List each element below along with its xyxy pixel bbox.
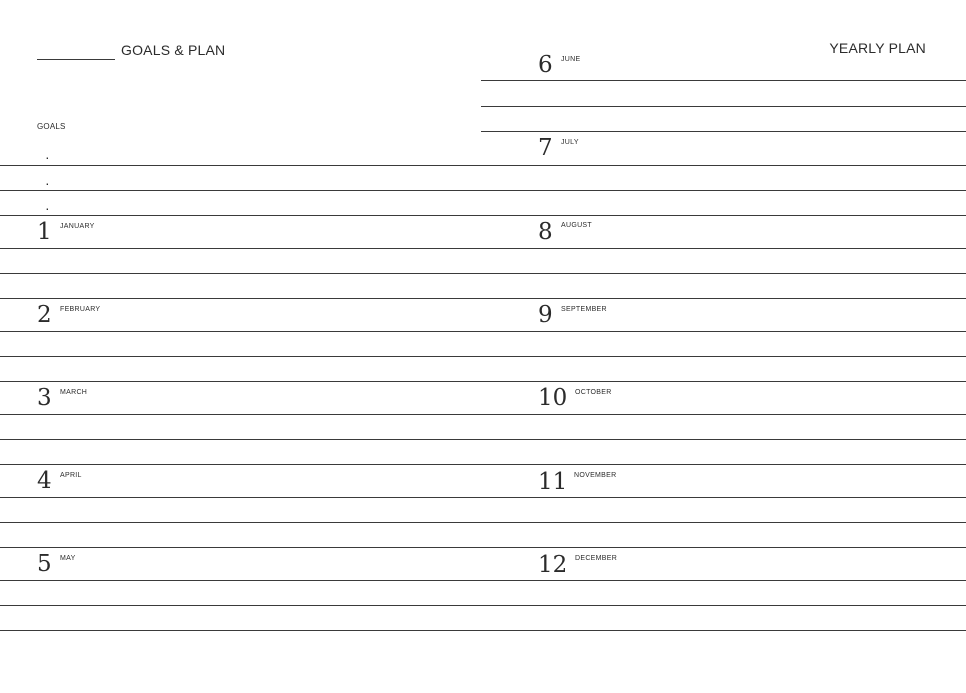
writing-line [0, 414, 483, 415]
month-number-may: 5 [37, 551, 52, 577]
month-divider-july [481, 131, 966, 132]
writing-line [481, 248, 966, 249]
page-title-yearly-plan: YEARLY PLAN [829, 40, 926, 56]
month-name-april: APRIL [60, 472, 82, 479]
month-number-december: 12 [538, 552, 568, 578]
goal-bullet-2: · [45, 175, 50, 191]
month-number-august: 8 [538, 219, 553, 245]
month-name-november: NOVEMBER [574, 472, 617, 479]
month-divider-september [481, 298, 966, 299]
month-number-january: 1 [37, 219, 52, 245]
writing-line [481, 106, 966, 107]
month-number-november: 11 [538, 469, 568, 495]
month-name-january: JANUARY [60, 223, 95, 230]
goal-bullet-3: · [45, 200, 50, 216]
writing-line [481, 630, 966, 631]
month-name-december: DECEMBER [575, 555, 618, 562]
month-divider-august [481, 215, 966, 216]
writing-line [481, 580, 966, 581]
month-divider-may [0, 547, 483, 548]
writing-line [481, 356, 966, 357]
writing-line [481, 414, 966, 415]
page-title-goals-plan: GOALS & PLAN [121, 42, 226, 58]
month-name-june: JUNE [561, 56, 581, 63]
writing-line [481, 439, 966, 440]
writing-line [481, 165, 966, 166]
title-blank-line [37, 59, 115, 60]
writing-line [0, 522, 483, 523]
writing-line [0, 273, 483, 274]
month-name-february: FEBRUARY [60, 306, 101, 313]
writing-line [0, 580, 483, 581]
writing-line [0, 331, 483, 332]
goal-line-2 [0, 190, 483, 191]
writing-line [0, 630, 483, 631]
month-divider-october [481, 381, 966, 382]
writing-line [0, 356, 483, 357]
goal-bullet-1: · [45, 149, 50, 165]
month-number-april: 4 [37, 468, 52, 494]
month-number-june: 6 [538, 52, 553, 78]
month-name-may: MAY [60, 555, 76, 562]
writing-line [0, 605, 483, 606]
writing-line [481, 80, 966, 81]
writing-line [0, 439, 483, 440]
month-name-august: AUGUST [561, 222, 592, 229]
month-divider-january [0, 215, 483, 216]
month-divider-april [0, 464, 483, 465]
writing-line [481, 605, 966, 606]
writing-line [481, 497, 966, 498]
month-divider-february [0, 298, 483, 299]
writing-line [0, 497, 483, 498]
writing-line [481, 522, 966, 523]
writing-line [0, 248, 483, 249]
month-number-september: 9 [538, 302, 553, 328]
writing-line [481, 190, 966, 191]
writing-line [481, 273, 966, 274]
month-name-march: MARCH [60, 389, 88, 396]
month-divider-december [481, 547, 966, 548]
month-number-october: 10 [538, 385, 568, 411]
month-number-march: 3 [37, 385, 52, 411]
month-divider-march [0, 381, 483, 382]
month-number-february: 2 [37, 302, 52, 328]
goals-label: GOALS [37, 122, 66, 131]
month-number-july: 7 [538, 135, 553, 161]
goal-line-1 [0, 165, 483, 166]
month-name-september: SEPTEMBER [561, 306, 607, 313]
writing-line [481, 331, 966, 332]
month-name-october: OCTOBER [575, 389, 612, 396]
month-divider-november [481, 464, 966, 465]
month-name-july: JULY [561, 139, 579, 146]
